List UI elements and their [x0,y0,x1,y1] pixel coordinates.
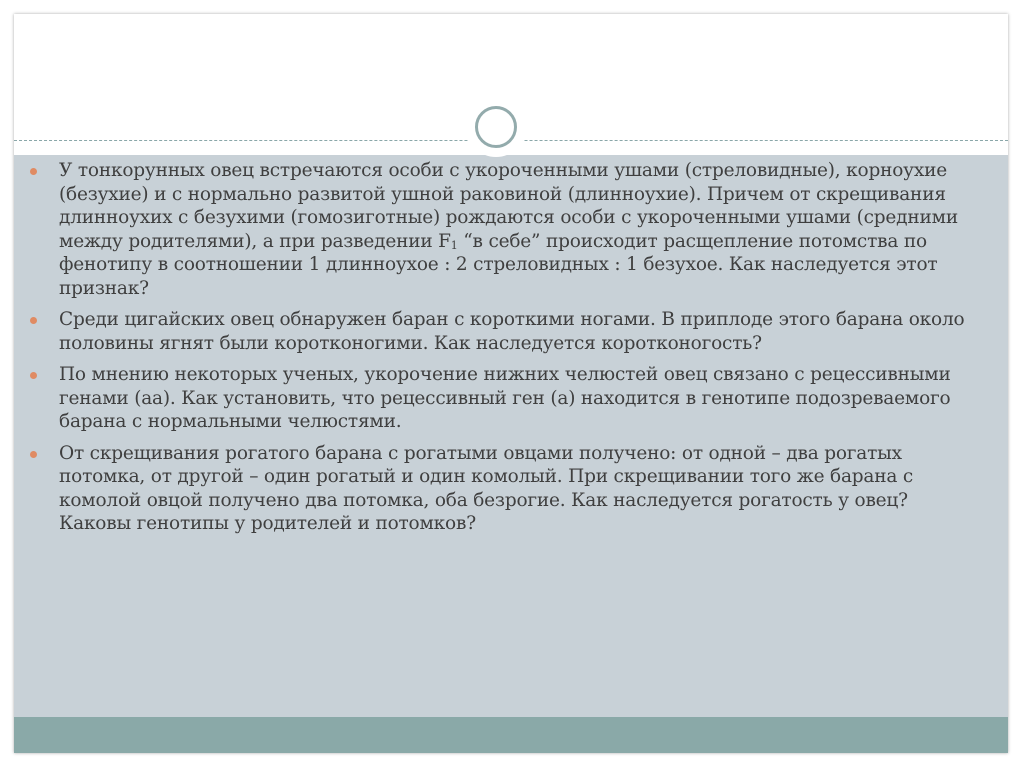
list-item [30,308,974,355]
list-item-text: У тонкорунных овец встречаются особи с укороченными ушами (стреловидные), корноухие (безухие) и с нормально развитой ушной раковиной (длинноухие). Причем от скрещивания длинноухих с безухими (гомозиготные) рождаются особи с укороченными ушами (средними между родителями), а при разведении F [59,160,958,252]
task-list [30,159,974,544]
bullet-icon [30,372,37,379]
bullet-icon [30,168,37,175]
bullet-icon [30,317,37,324]
list-item-text-continued: “в себе” происходит расщепление потомства по фенотипу в соотношении 1 длинноухое : 2 стреловидных : 1 безухое. Как наследуется этот признак? [59,230,938,299]
list-item [30,442,974,536]
list-item [30,159,974,300]
list-item-text: От скрещивания рогатого барана с рогатыми овцами получено: от одной – два рогатых потомка, от другой – один рогатый и один комолый. При скрещивании того же барана с комолой овцой получено два потомка, оба безрогие. Как наследуется рогатость у овец? Каковы генотипы у родителей и потомков? [59,442,914,534]
footer-band [14,717,1008,753]
list-item-text: По мнению некоторых ученых, укорочение нижних челюстей овец связано с рецессивными генами (аа). Как установить, что рецессивный ген (а) находится в генотипе подозреваемого барана с нормальными челюстями. [59,364,951,432]
bullet-icon [30,451,37,458]
list-item-text: Среди цигайских овец обнаружен баран с короткими ногами. В приплоде этого барана около половины ягнят были коротконогими. Как наследуется коротконогость? [59,309,965,354]
subscript: 1 [450,238,458,252]
list-item [30,363,974,434]
ring-icon [466,97,526,157]
ring-icon-inner [475,106,517,148]
